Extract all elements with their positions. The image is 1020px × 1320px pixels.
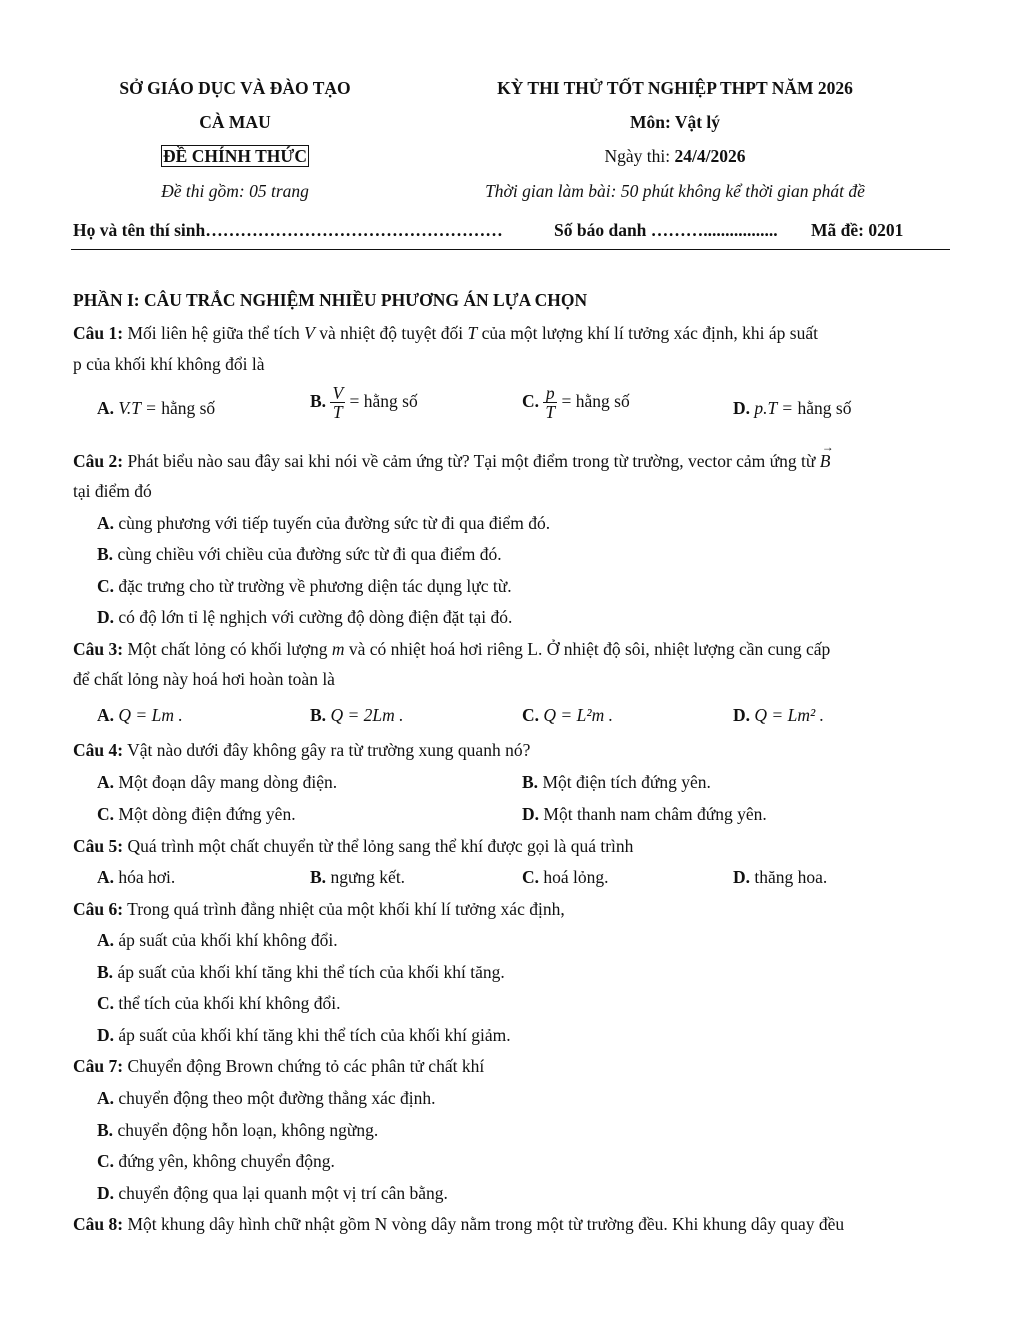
option-label: B. — [97, 1120, 114, 1140]
question-3-text: Một chất lỏng có khối lượng — [123, 639, 332, 659]
option-expr: Q = L²m . — [543, 705, 613, 725]
option-text: thể tích của khối khí không đổi. — [114, 993, 341, 1013]
exam-title: KỲ THI THỬ TỐT NGHIỆP THPT NĂM 2026 — [497, 78, 853, 98]
vector-b: → B — [820, 451, 831, 472]
question-3-label: Câu 3: — [73, 639, 124, 659]
question-1-text-b: và nhiệt độ tuyệt đối — [314, 323, 468, 343]
option-label: C. — [97, 993, 115, 1013]
option-text: thăng hoa. — [750, 867, 828, 887]
option-text: hằng số — [161, 398, 216, 418]
option-expr: Q = Lm . — [118, 705, 183, 725]
q4-option-c — [97, 804, 296, 825]
option-text: hằng số — [575, 390, 630, 411]
q3-option-c — [522, 705, 613, 726]
q7-option-d — [97, 1183, 448, 1204]
question-7-label: Câu 7: — [73, 1056, 124, 1076]
province-name: CÀ MAU — [199, 112, 271, 132]
option-expr: p.T = — [754, 398, 794, 418]
fraction-numerator: V — [332, 383, 344, 403]
question-5 — [73, 836, 633, 857]
question-2-text-2: tại điểm đó — [73, 481, 152, 501]
q5-option-b — [310, 867, 405, 888]
fraction — [330, 384, 345, 422]
option-text: Một thanh nam châm đứng yên. — [539, 804, 767, 824]
option-text: Một đoạn dây mang dòng điện. — [114, 772, 338, 792]
official-exam-label — [70, 146, 400, 167]
question-4 — [73, 740, 530, 761]
option-label: B. — [97, 962, 114, 982]
option-label: A. — [97, 772, 115, 792]
subject: Môn: Vật lý — [629, 112, 721, 132]
exam-date-value: 24/4/2026 — [674, 146, 746, 166]
header-divider — [71, 249, 950, 250]
option-text: cùng chiều với chiều của đường sức từ đi qua điểm đó. — [113, 544, 502, 564]
option-text: hóa hơi. — [114, 867, 176, 887]
option-label: B. — [522, 772, 539, 792]
option-text: đặc trưng cho từ trường về phương diện tác dụng lực từ. — [114, 576, 512, 596]
question-6-label: Câu 6: — [73, 899, 124, 919]
question-2-label: Câu 2: — [73, 451, 124, 471]
option-label: B. — [310, 867, 327, 887]
option-text: Một dòng điện đứng yên. — [114, 804, 296, 824]
option-text: Một điện tích đứng yên. — [538, 772, 711, 792]
option-label: C. — [97, 576, 115, 596]
question-8-label: Câu 8: — [73, 1214, 124, 1234]
page-count: Đề thi gồm: 05 trang — [161, 181, 309, 201]
q1-option-d — [733, 398, 851, 419]
q1-option-a — [97, 398, 215, 419]
option-text: áp suất của khối khí tăng khi thể tích của khối khí tăng. — [113, 962, 505, 982]
option-text: chuyển động hỗn loạn, không ngừng. — [113, 1120, 379, 1140]
fraction — [543, 384, 557, 422]
question-2-text: Phát biểu nào sau đây sai khi nói về cảm ứng từ? Tại một điểm trong từ trường, vector cảm ứng từ — [123, 451, 816, 471]
question-8-text: Một khung dây hình chữ nhật gồm N vòng dây nằm trong một từ trường đều. Khi khung dây quay đều — [123, 1214, 845, 1234]
option-text: chuyển động qua lại quanh một vị trí cân bằng. — [114, 1183, 448, 1203]
q1-option-b: B. $\frac{V}{T}$ = hằng số — [310, 383, 418, 423]
question-4-label: Câu 4: — [73, 740, 124, 760]
q7-option-a — [97, 1088, 436, 1109]
exam-date — [420, 146, 930, 167]
question-7 — [73, 1056, 484, 1077]
q3-option-d — [733, 705, 824, 726]
option-label: D. — [97, 1025, 115, 1045]
question-6 — [73, 899, 565, 920]
option-label: C. — [522, 705, 540, 725]
option-text: cùng phương với tiếp tuyến của đường sức từ đi qua điểm đó. — [114, 513, 551, 533]
fraction-numerator: p — [543, 384, 557, 403]
candidate-name-field: Họ và tên thí sinh…………………………………………… — [73, 220, 503, 240]
option-text: ngưng kết. — [326, 867, 406, 887]
q6-option-b — [97, 962, 505, 983]
option-text: có độ lớn tỉ lệ nghịch với cường độ dòng điện đặt tại đó. — [114, 607, 513, 627]
q3-option-b — [310, 705, 404, 726]
question-5-label: Câu 5: — [73, 836, 124, 856]
var-v: V — [304, 323, 315, 343]
q4-option-d — [522, 804, 767, 825]
option-label: B. — [310, 705, 327, 725]
question-3-text-b: và có nhiệt hoá hơi riêng L. Ở nhiệt độ sôi, nhiệt lượng cần cung cấp — [344, 639, 831, 659]
option-label: D. — [97, 607, 115, 627]
option-expr: Q = 2Lm . — [330, 705, 404, 725]
option-label: B. — [310, 390, 327, 411]
option-label: D. — [733, 867, 751, 887]
q2-option-b — [97, 544, 502, 565]
q5-option-d — [733, 867, 827, 888]
q7-option-c — [97, 1151, 335, 1172]
option-label: B. — [97, 544, 114, 564]
option-label: D. — [733, 398, 751, 418]
option-label: A. — [97, 930, 115, 950]
fraction-denominator: T — [332, 402, 343, 423]
department-title: SỞ GIÁO DỤC VÀ ĐÀO TẠO — [119, 78, 351, 98]
option-text: hoá lỏng. — [539, 867, 609, 887]
q4-option-b — [522, 772, 711, 793]
question-1-label: Câu 1: — [73, 323, 124, 343]
option-text: áp suất của khối khí không đổi. — [114, 930, 338, 950]
option-label: C. — [522, 867, 540, 887]
question-8 — [73, 1214, 844, 1235]
question-7-text: Chuyển động Brown chứng tỏ các phân tử chất khí — [123, 1056, 485, 1076]
option-label: D. — [733, 705, 751, 725]
question-1-text: Mối liên hệ giữa thể tích — [123, 323, 305, 343]
option-text: hằng số — [797, 398, 852, 418]
option-text: chuyển động theo một đường thẳng xác định. — [114, 1088, 436, 1108]
option-label: A. — [97, 867, 115, 887]
option-label: D. — [97, 1183, 115, 1203]
q2-option-c — [97, 576, 512, 597]
exam-duration: Thời gian làm bài: 50 phút không kể thời gian phát đề — [485, 181, 865, 201]
option-label: A. — [97, 1088, 115, 1108]
option-text: áp suất của khối khí tăng khi thể tích của khối khí giảm. — [114, 1025, 511, 1045]
q7-option-b — [97, 1120, 378, 1141]
question-5-text: Quá trình một chất chuyển từ thể lỏng sang thể khí được gọi là quá trình — [123, 836, 634, 856]
option-text: hằng số — [363, 390, 418, 411]
option-text: đứng yên, không chuyển động. — [114, 1151, 335, 1171]
question-3 — [73, 639, 830, 660]
var-m: m — [331, 639, 345, 659]
option-label: A. — [97, 513, 115, 533]
q3-option-a — [97, 705, 183, 726]
q1-option-c: C. $\frac{p}{T}$ = hằng số — [522, 383, 630, 423]
option-label: A. — [97, 705, 115, 725]
q5-option-a — [97, 867, 175, 888]
q6-option-a — [97, 930, 338, 951]
question-1-text-d: p của khối khí không đổi là — [73, 354, 265, 374]
var-t: T — [467, 323, 478, 343]
question-2 — [73, 451, 830, 472]
question-4-text: Vật nào dưới đây không gây ra từ trường xung quanh nó? — [123, 740, 531, 760]
exam-date-label: Ngày thi: — [604, 146, 675, 166]
fraction-denominator: T — [545, 402, 556, 423]
option-expr: V.T = — [118, 398, 157, 418]
option-label: C. — [522, 390, 540, 411]
q6-option-d — [97, 1025, 511, 1046]
option-expr: Q = Lm² . — [754, 705, 824, 725]
option-label: D. — [522, 804, 540, 824]
candidate-id-field: Số báo danh ………................. — [554, 220, 778, 240]
exam-code: Mã đề: 0201 — [811, 220, 904, 240]
option-label: A. — [97, 398, 115, 418]
option-label: C. — [97, 1151, 115, 1171]
option-label: C. — [97, 804, 115, 824]
question-6-text: Trong quá trình đẳng nhiệt của một khối khí lí tưởng xác định, — [123, 899, 565, 919]
q5-option-c — [522, 867, 609, 888]
q2-option-d — [97, 607, 512, 628]
section-title: PHẦN I: CÂU TRẮC NGHIỆM NHIỀU PHƯƠNG ÁN LỰA CHỌN — [73, 290, 588, 310]
q2-option-a — [97, 513, 550, 534]
official-exam-text: ĐỀ CHÍNH THỨC — [163, 146, 307, 166]
question-1-text-c: của một lượng khí lí tưởng xác định, khi áp suất — [477, 323, 818, 343]
question-3-text-c: để chất lỏng này hoá hơi hoàn toàn là — [73, 669, 335, 689]
q4-option-a — [97, 772, 337, 793]
q6-option-c — [97, 993, 341, 1014]
question-1 — [73, 323, 818, 344]
